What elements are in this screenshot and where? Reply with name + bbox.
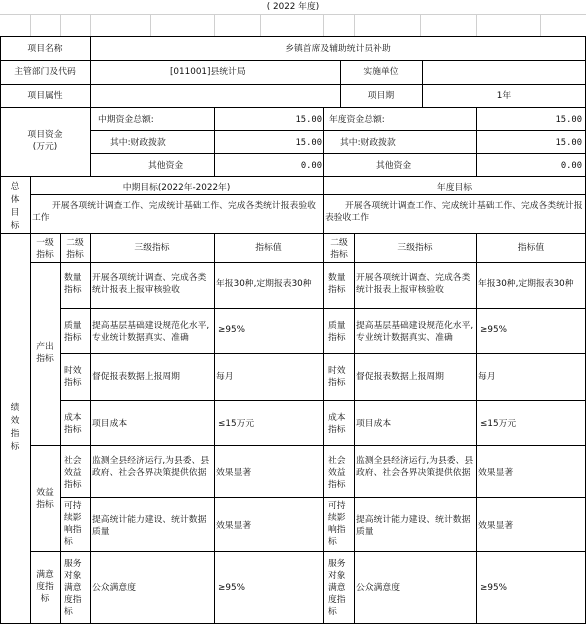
grid-line <box>0 36 1 624</box>
year-other-value[interactable]: 0.00 <box>560 161 582 171</box>
grid-line <box>354 14 355 36</box>
project-name-value[interactable]: 乡镇首席及辅助统计员补助 <box>285 44 391 54</box>
header-level1: 一级指标 <box>36 238 54 260</box>
grid-line <box>420 14 421 36</box>
grid-line <box>0 233 586 234</box>
grid-line <box>30 445 586 446</box>
row7-l2-year: 服务对象满意度指标 <box>328 559 346 617</box>
grid-line <box>323 14 324 36</box>
row5-l2-year: 社会效益指标 <box>328 456 346 490</box>
grid-line <box>30 176 31 624</box>
grid-line <box>30 194 586 195</box>
output-indicators-label: 产出指标 <box>36 342 54 364</box>
perf-indicators-label: 绩效指标 <box>10 403 20 452</box>
grid-line <box>30 14 31 36</box>
grid-line <box>0 14 586 15</box>
row1-l3-year[interactable]: 开展各项统计调查、完成各类统计报表上报审核验收 <box>356 273 471 295</box>
grid-line <box>476 14 477 36</box>
year-goal-header: 年度目标 <box>436 183 473 193</box>
year-other-label: 其他资金 <box>376 161 412 171</box>
row5-val-year[interactable]: 效果显著 <box>478 468 514 478</box>
mid-total-value[interactable]: 15.00 <box>295 115 322 125</box>
row6-l3-year[interactable]: 提高统计能力建设、统计数据质量 <box>356 515 471 537</box>
grid-line <box>60 14 61 36</box>
row2-val-year[interactable]: ≥95% <box>480 325 507 335</box>
overall-goal-label: 总体目标 <box>10 182 20 231</box>
row5-l3-year[interactable]: 监测全县经济运行,为县委、县政府、社会各界决策提供依据 <box>356 456 474 478</box>
dept-label: 主管部门及代码 <box>14 67 76 77</box>
grid-line <box>540 14 541 36</box>
row3-l2-mid: 时效指标 <box>64 366 82 388</box>
row7-l2-mid: 服务对象满意度指标 <box>64 559 82 617</box>
grid-line <box>90 130 586 131</box>
grid-line <box>476 233 477 624</box>
grid-line <box>476 107 477 176</box>
row1-l3-mid[interactable]: 开展各项统计调查、完成各类统计报表上报审核验收 <box>92 273 207 295</box>
grid-line <box>150 14 151 36</box>
row7-l3-year[interactable]: 公众满意度 <box>356 583 400 593</box>
grid-line <box>260 14 261 36</box>
row5-l3-mid[interactable]: 监测全县经济运行,为县委、县政府、社会各界决策提供依据 <box>92 456 210 478</box>
grid-line <box>324 400 586 401</box>
grid-line <box>90 233 91 624</box>
grid-line <box>214 107 215 176</box>
row5-l2-mid: 社会效益指标 <box>64 456 82 490</box>
row6-l2-mid: 可持续影响指标 <box>64 501 82 547</box>
benefit-indicators-label: 效益指标 <box>36 488 54 510</box>
row2-l3-mid[interactable]: 提高基层基础建设规范化水平,专业统计数据真实、准确 <box>92 321 210 343</box>
grid-line <box>30 262 586 263</box>
dept-value[interactable]: [011001]县统计局 <box>170 67 246 77</box>
row3-l2-year: 时效指标 <box>328 366 346 388</box>
row1-val-year[interactable]: 年报30种,定期报表30种 <box>478 279 574 289</box>
row2-val-mid[interactable]: ≥95% <box>218 325 245 335</box>
year-total-value[interactable]: 15.00 <box>555 115 582 125</box>
grid-line <box>0 36 586 37</box>
year-goal-text[interactable]: 开展各项统计调查工作、完成统计基础工作、完成各类统计报表验收工作 <box>325 201 583 223</box>
grid-line <box>30 551 586 552</box>
row5-val-mid[interactable]: 效果显著 <box>216 468 252 478</box>
row1-l2-mid: 数量指标 <box>64 273 82 295</box>
row1-l2-year: 数量指标 <box>328 273 346 295</box>
mid-other-value[interactable]: 0.00 <box>300 161 322 171</box>
grid-line <box>323 233 324 624</box>
row7-l3-mid[interactable]: 公众满意度 <box>92 583 136 593</box>
year-total-label: 年度资金总额: <box>329 115 385 125</box>
grid-line <box>324 497 586 498</box>
year-fiscal-label: 其中:财政拨款 <box>340 138 396 148</box>
row4-l2-year: 成本指标 <box>328 413 346 435</box>
grid-line <box>324 308 586 309</box>
grid-line <box>0 60 586 61</box>
mid-fiscal-label: 其中:财政拨款 <box>110 138 166 148</box>
grid-line <box>324 353 586 354</box>
grid-line <box>90 14 91 36</box>
header-value-year: 指标值 <box>517 243 545 253</box>
row2-l3-year[interactable]: 提高基层基础建设规范化水平,专业统计数据真实、准确 <box>356 321 474 343</box>
mid-other-label: 其他资金 <box>148 161 184 171</box>
project-period-label: 项目期 <box>367 91 395 101</box>
project-period-value[interactable]: 1年 <box>496 91 512 101</box>
grid-line <box>90 153 586 154</box>
sheet-title: ( 2022 年度) <box>266 2 320 12</box>
satisfaction-indicators-label: 满意度指标 <box>36 570 54 604</box>
row3-val-mid[interactable]: 每月 <box>216 372 234 382</box>
impl-unit-label: 实施单位 <box>363 67 399 77</box>
header-level3-year: 三级指标 <box>397 243 433 253</box>
header-level3-mid: 三级指标 <box>134 243 170 253</box>
row1-val-mid[interactable]: 年报30种,定期报表30种 <box>216 279 312 289</box>
project-attr-label: 项目属性 <box>27 91 63 101</box>
grid-line <box>323 107 324 176</box>
grid-line <box>60 233 61 624</box>
funds-label: 项目资金 (万元) <box>27 130 63 152</box>
row6-val-year[interactable]: 效果显著 <box>478 521 514 531</box>
mid-total-label: 中期资金总额: <box>98 115 154 125</box>
year-fiscal-value[interactable]: 15.00 <box>555 138 582 148</box>
row4-l3-year[interactable]: 项目成本 <box>356 419 392 429</box>
grid-line <box>0 107 586 108</box>
row6-l2-year: 可持续影响指标 <box>328 501 346 547</box>
grid-line <box>214 233 215 624</box>
row7-val-year[interactable]: ≥95% <box>480 583 507 593</box>
grid-line <box>354 233 355 624</box>
row4-l3-mid[interactable]: 项目成本 <box>92 419 128 429</box>
row4-val-year[interactable]: ≤15万元 <box>480 419 517 429</box>
grid-line <box>323 176 324 233</box>
grid-line <box>0 84 586 85</box>
header-value-mid: 指标值 <box>255 243 282 253</box>
row7-val-mid[interactable]: ≥95% <box>218 583 245 593</box>
grid-line <box>0 176 586 177</box>
mid-fiscal-value[interactable]: 15.00 <box>295 138 322 148</box>
row2-l2-year: 质量指标 <box>328 321 346 343</box>
row6-val-mid[interactable]: 效果显著 <box>216 521 252 531</box>
header-level2-mid: 二级指标 <box>66 238 84 260</box>
row2-l2-mid: 质量指标 <box>64 321 82 343</box>
grid-line <box>340 60 341 107</box>
grid-line <box>422 60 423 107</box>
row3-l3-year[interactable]: 督促报表数据上报周期 <box>356 372 444 382</box>
row4-l2-mid: 成本指标 <box>64 413 82 435</box>
project-name-label: 项目名称 <box>27 44 63 54</box>
row4-val-mid[interactable]: ≤15万元 <box>218 419 255 429</box>
header-level2-year: 二级指标 <box>330 238 348 260</box>
mid-goal-text[interactable]: 开展各项统计调查工作、完成统计基础工作、完成各类统计报表验收工作 <box>32 201 316 223</box>
grid-line <box>90 36 91 176</box>
mid-goal-header: 中期目标(2022年-2022年) <box>122 183 231 193</box>
row3-l3-mid[interactable]: 督促报表数据上报周期 <box>92 372 180 382</box>
row6-l3-mid[interactable]: 提高统计能力建设、统计数据质量 <box>92 515 207 537</box>
row3-val-year[interactable]: 每月 <box>478 372 496 382</box>
grid-line <box>214 14 215 36</box>
